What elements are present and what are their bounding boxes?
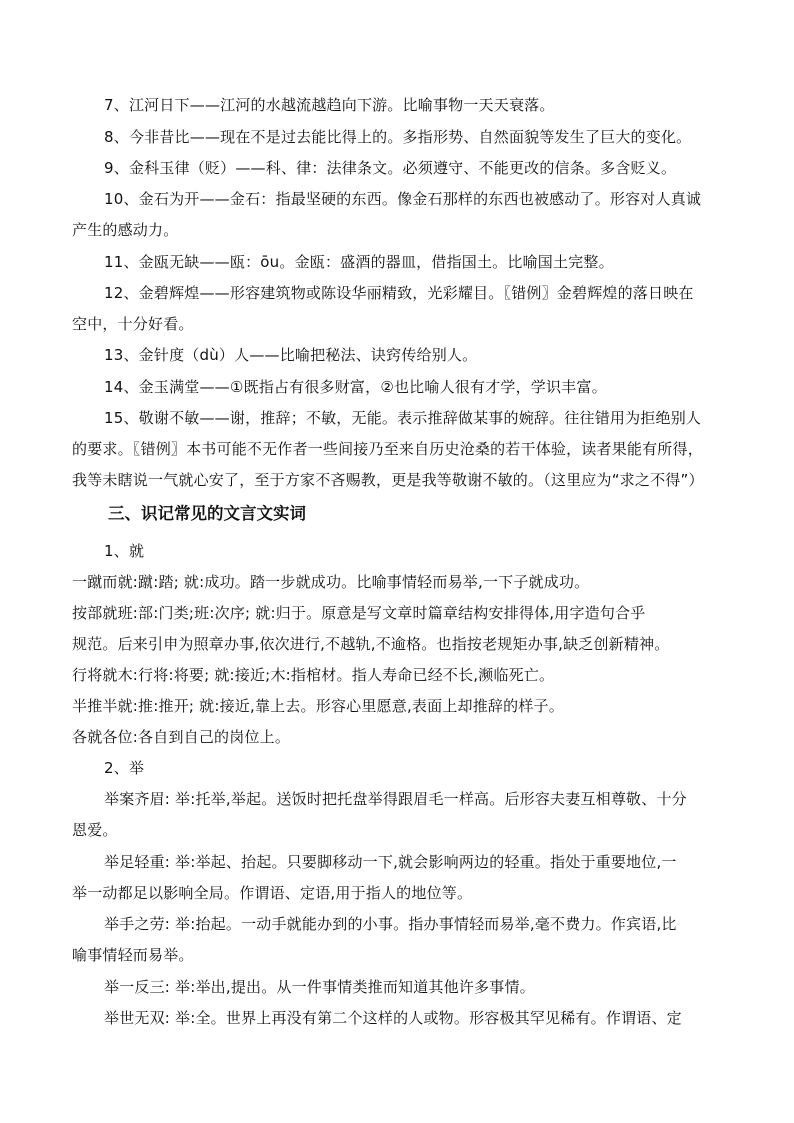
idiom-14-line-1: 14、金玉满堂——①既指占有很多财富，②也比喻人很有才学，学识丰富。 xyxy=(104,378,607,396)
group-2-entry-3-line-1: 举手之劳: 举:抬起。一动手就能办到的小事。指办事情轻而易举,毫不费力。作宾语,比 xyxy=(104,915,677,933)
section-heading: 三、识记常见的文言文实词 xyxy=(108,504,306,523)
group-2-entry-2-line-2: 举一动都足以影响全局。作谓语、定语,用于指人的地位等。 xyxy=(72,884,473,902)
group-1-entry-3-line-1: 行将就木:行将:将要; 就:接近;木:指棺材。指人寿命已经不长,濒临死亡。 xyxy=(72,666,555,684)
group-1-entry-4-line-1: 半推半就:推:推开; 就:接近,靠上去。形容心里愿意,表面上却推辞的样子。 xyxy=(72,697,564,715)
group-1-title: 1、就 xyxy=(104,542,145,560)
group-2-entry-4-line-1: 举一反三: 举:举出,提出。从一件事情类推而知道其他许多事情。 xyxy=(104,978,535,996)
group-1-entry-1-line-1: 一蹴而就:蹴:踏; 就:成功。踏一步就成功。比喻事情轻而易举,一下子就成功。 xyxy=(72,573,590,591)
group-1-entry-5-line-1: 各就各位:各自到自己的岗位上。 xyxy=(72,728,291,746)
group-2-entry-1-line-1: 举案齐眉: 举:托举,举起。送饭时把托盘举得跟眉毛一样高。后形容夫妻互相尊敬、十分 xyxy=(104,790,687,808)
group-2-entry-2-line-1: 举足轻重: 举:举起、抬起。只要脚移动一下,就会影响两边的轻重。指处于重要地位,一 xyxy=(104,853,677,871)
idiom-11-line-1: 11、金瓯无缺——瓯：ōu。金瓯：盛酒的器皿，借指国土。比喻国土完整。 xyxy=(104,253,614,271)
idiom-15-line-1: 15、敬谢不敏——谢，推辞；不敏，无能。表示推辞做某事的婉辞。往往错用为拒绝别人 xyxy=(104,409,702,427)
idiom-12-line-1: 12、金碧辉煌——形容建筑物或陈设华丽精致，光彩耀目。〖错例〗金碧辉煌的落日映在 xyxy=(104,284,694,302)
idiom-15-line-3: 我等未瞎说一气就心安了，至于方家不吝赐教，更是我等敬谢不敏的。（这里应为“求之不得”） xyxy=(72,471,704,489)
idiom-10-line-1: 10、金石为开——金石：指最坚硬的东西。像金石那样的东西也被感动了。形容对人真诚 xyxy=(104,190,702,208)
group-2-entry-3-line-2: 喻事情轻而易举。 xyxy=(72,946,194,964)
idiom-7-line-1: 7、江河日下——江河的水越流越趋向下游。比喻事物一天天衰落。 xyxy=(104,96,555,114)
idiom-10-line-2: 产生的感动力。 xyxy=(72,221,179,239)
group-2-entry-1-line-2: 恩爱。 xyxy=(72,821,118,839)
group-1-entry-2-line-1: 按部就班:部:门类;班:次序; 就:归于。原意是写文章时篇章结构安排得体,用字造句合乎 xyxy=(72,604,646,622)
idiom-12-line-2: 空中，十分好看。 xyxy=(72,315,194,333)
idiom-15-line-2: 的要求。〖错例〗本书可能不无作者一些间接乃至来自历史沧桑的若干体验，读者果能有所得， xyxy=(72,440,703,458)
idiom-13-line-1: 13、金针度（dù）人——比喻把秘法、诀窍传给别人。 xyxy=(104,346,478,364)
idiom-9-line-1: 9、金科玉律（贬）——科、律：法律条文。必须遵守、不能更改的信条。多含贬义。 xyxy=(104,159,677,177)
group-1-entry-2-line-2: 规范。后来引申为照章办事,依次进行,不越轨,不逾格。也指按老规矩办事,缺乏创新精神。 xyxy=(72,635,670,653)
group-2-title: 2、举 xyxy=(104,759,145,777)
idiom-8-line-1: 8、今非昔比——现在不是过去能比得上的。多指形势、自然面貌等发生了巨大的变化。 xyxy=(104,128,692,146)
group-2-entry-5-line-1: 举世无双: 举:全。世界上再没有第二个这样的人或物。形容极其罕见稀有。作谓语、定 xyxy=(104,1009,682,1027)
